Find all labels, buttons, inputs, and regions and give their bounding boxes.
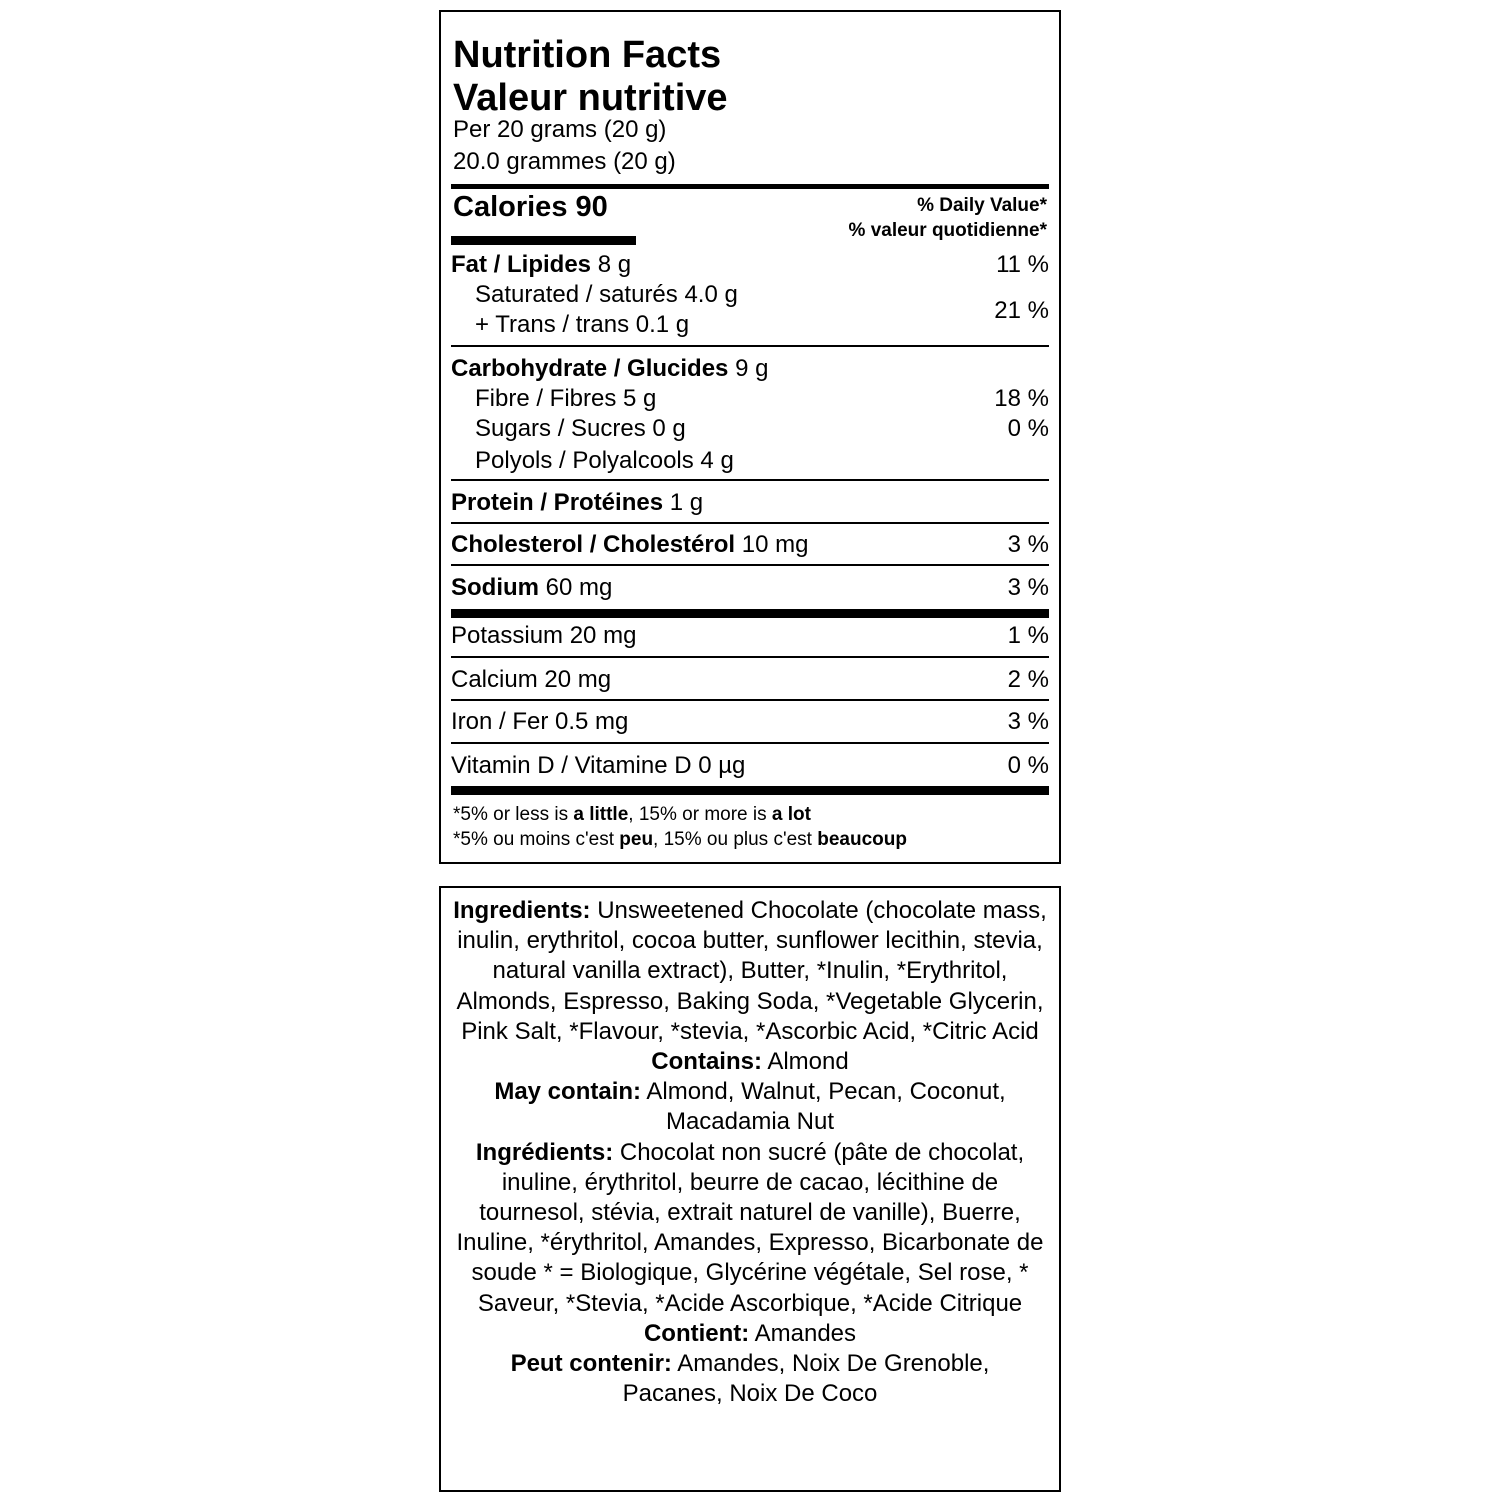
divider-fat <box>451 345 1049 347</box>
nutrient-row-vitamin-d <box>451 751 1049 781</box>
daily-value-header-english: % Daily Value* <box>917 195 1047 216</box>
nutrition-facts-panel <box>439 10 1061 864</box>
fat-dv: 11 % <box>996 251 1049 278</box>
iron-dv: 3 % <box>1007 708 1049 735</box>
nutrient-row-calcium <box>451 665 1049 695</box>
ingredients-text <box>449 896 1051 1409</box>
calcium-dv: 2 % <box>1007 666 1049 693</box>
vitamin-d-dv: 0 % <box>1007 752 1049 779</box>
saturated-trans-dv: 21 % <box>994 297 1049 324</box>
polyols-name: Polyols / Polyalcools 4 g <box>475 447 734 474</box>
nutrient-row-protein <box>451 488 1049 518</box>
saturated-trans-dv-row <box>451 296 1049 326</box>
fat-name: Fat / Lipides <box>451 251 592 278</box>
nutrient-row-fibre <box>451 384 1049 414</box>
cholesterol-dv: 3 % <box>1007 531 1049 558</box>
nutrient-row-fat <box>451 250 1049 280</box>
divider-protein <box>451 522 1049 524</box>
divider-sodium <box>451 609 1049 618</box>
protein-name: Protein / Protéines <box>451 489 664 516</box>
daily-value-header-french: % valeur quotidienne* <box>848 220 1047 241</box>
serving-size-english: Per 20 grams (20 g) <box>453 116 667 143</box>
calories-label: Calories <box>453 191 568 223</box>
calories-value: 90 <box>575 191 608 223</box>
fibre-dv: 18 % <box>994 385 1049 412</box>
saturated-name: Saturated / saturés 4.0 g <box>475 281 738 308</box>
divider-serving <box>451 184 1049 189</box>
nutrient-row-potassium <box>451 621 1049 651</box>
carb-amount: 9 g <box>735 355 769 382</box>
nutrient-row-sugars <box>451 414 1049 444</box>
fibre-name: Fibre / Fibres 5 g <box>475 385 657 412</box>
serving-size-french: 20.0 grammes (20 g) <box>453 148 676 175</box>
trans-name: + Trans / trans 0.1 g <box>475 311 690 338</box>
nutrient-row-iron <box>451 707 1049 737</box>
contains-english: Contains: Almond <box>651 1048 849 1076</box>
title-english: Nutrition Facts <box>453 34 722 76</box>
divider-vitamin-d <box>451 786 1049 795</box>
sodium-dv: 3 % <box>1007 574 1049 601</box>
potassium-name: Potassium 20 mg <box>451 622 637 649</box>
divider-potassium <box>451 656 1049 658</box>
contains-french: Contient: Amandes <box>643 1319 857 1347</box>
ingredients-panel <box>439 886 1061 1492</box>
title-french: Valeur nutritive <box>453 77 728 119</box>
calories <box>453 193 608 222</box>
nutrient-row-sodium <box>451 573 1049 603</box>
may-contain-english: May contain: Almond, Walnut, Pecan, Coconut, Macadamia Nut <box>494 1078 1006 1136</box>
ingredients-english: Ingredients: Unsweetened Chocolate (chocolate mass, inulin, erythritol, cocoa butter, sunflower lecithin, stevia, natural vanilla extract), Butter, *Inulin, *Erythritol, Almonds, Espresso, Baking Soda, *Vegetable Glycerin, Pink Salt, *Flavour, *stevia, *Ascorbic Acid, *Citric Acid <box>453 897 1047 1045</box>
sodium-name: Sodium <box>451 574 539 601</box>
carb-name: Carbohydrate / Glucides <box>451 355 729 382</box>
nutrient-row-carbohydrate <box>451 354 1049 384</box>
footnote-english: *5% or less is a little, 15% or more is a lot <box>453 804 811 825</box>
divider-iron <box>451 742 1049 744</box>
cholesterol-amount: 10 mg <box>741 531 809 558</box>
divider-cholesterol <box>451 564 1049 566</box>
divider-carbohydrate <box>451 479 1049 481</box>
calcium-name: Calcium 20 mg <box>451 666 612 693</box>
ingredients-french: Ingrédients: Chocolat non sucré (pâte de chocolat, inuline, érythritol, beurre de cacao, lécithine de tournesol, stévia, extrait naturel de vanille), Buerre, Inuline, *érythritol, Amandes, Expresso, Bicarbonate de soude * = Biologique, Glycérine végétale, Sel rose, * Saveur, *Stevia, *Acide Ascorbique, *Acide Citrique <box>456 1138 1044 1317</box>
may-contain-french: Peut contenir: Amandes, Noix De Grenoble, Pacanes, Noix De Coco <box>510 1350 990 1408</box>
sugars-name: Sugars / Sucres 0 g <box>475 415 686 442</box>
cholesterol-name: Cholesterol / Cholestérol <box>451 531 736 558</box>
sugars-dv: 0 % <box>1007 415 1049 442</box>
potassium-dv: 1 % <box>1007 622 1049 649</box>
protein-amount: 1 g <box>669 489 704 516</box>
nutrient-row-polyols <box>451 446 1049 476</box>
footnote-french: *5% ou moins c'est peu, 15% ou plus c'est beaucoup <box>453 829 907 850</box>
vitamin-d-name: Vitamin D / Vitamine D 0 µg <box>451 752 746 779</box>
iron-name: Iron / Fer 0.5 mg <box>451 708 629 735</box>
calories-underline <box>451 236 636 245</box>
divider-calcium <box>451 699 1049 701</box>
sodium-amount: 60 mg <box>545 574 613 601</box>
fat-amount: 8 g <box>597 251 632 278</box>
nutrient-row-cholesterol <box>451 530 1049 560</box>
